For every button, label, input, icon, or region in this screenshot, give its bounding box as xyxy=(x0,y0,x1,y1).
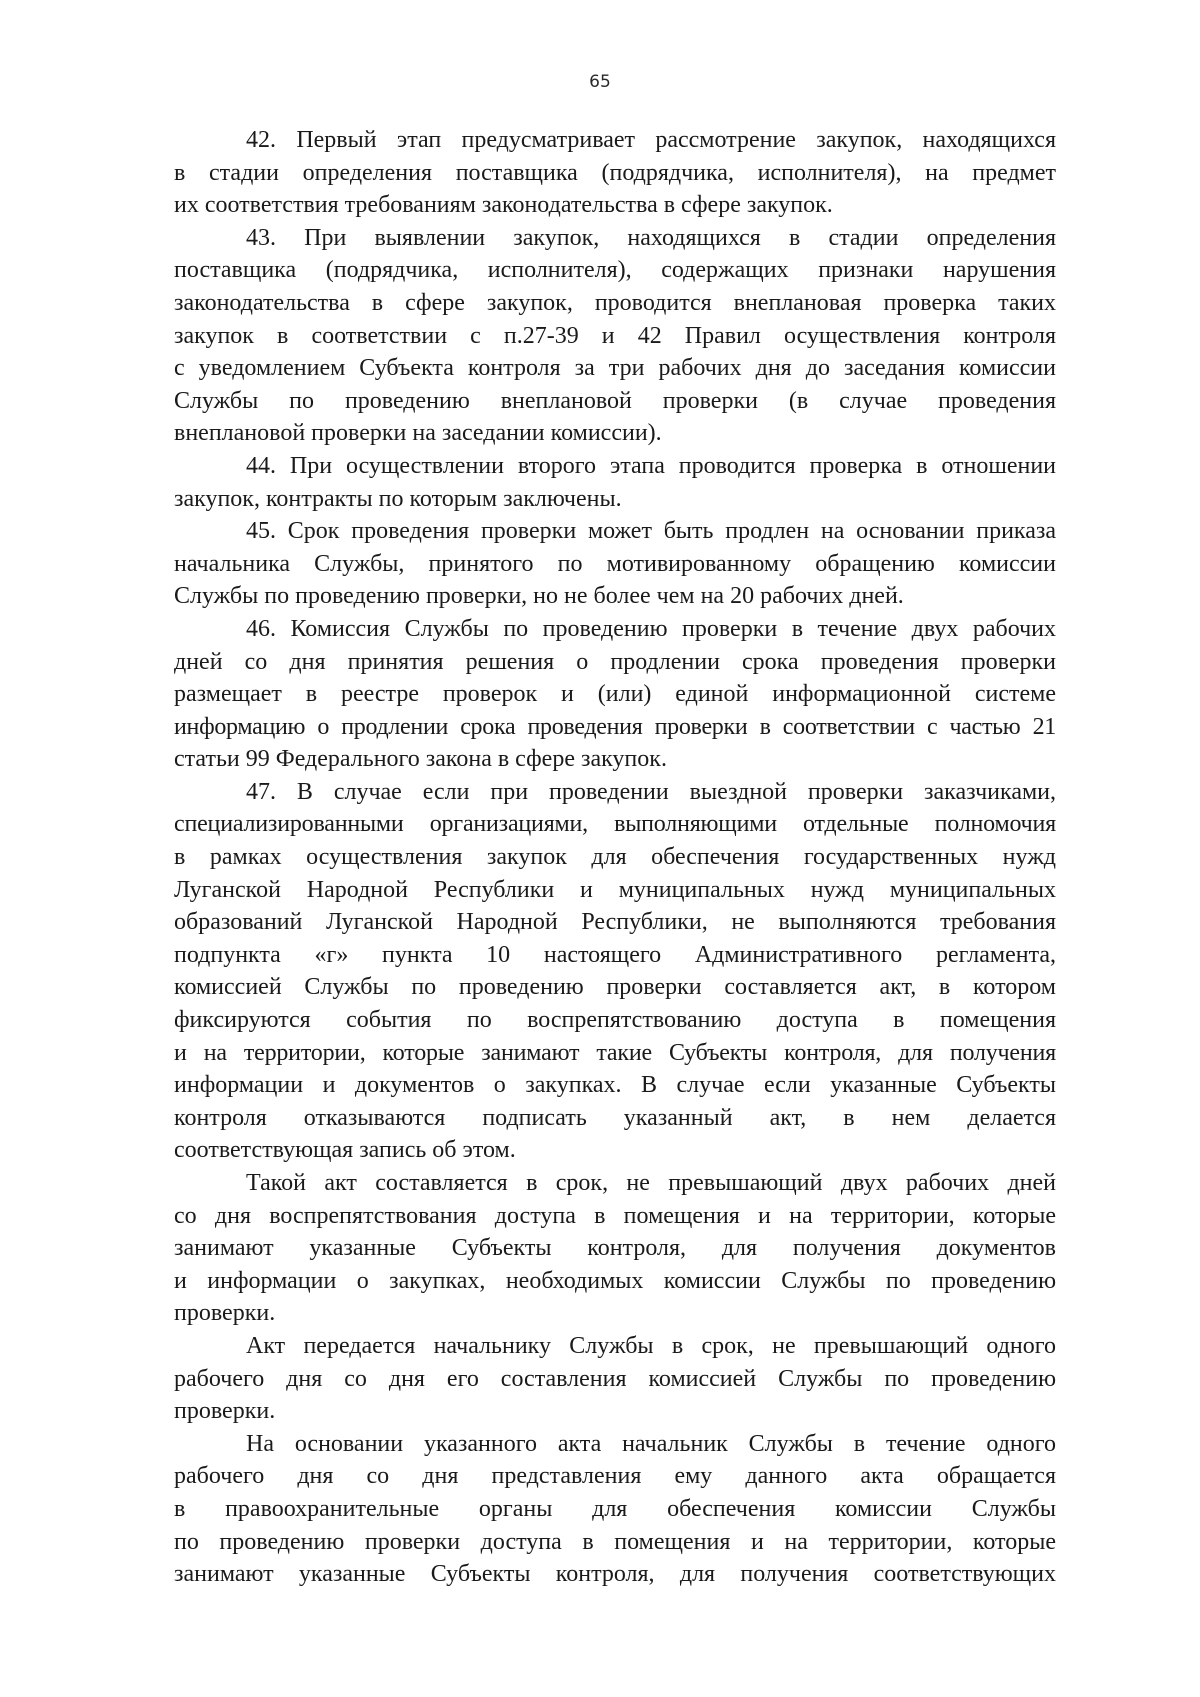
text-line: 47. В случае если при проведении выездной проверки заказчиками, xyxy=(246,778,1056,805)
paragraph-47 xyxy=(174,776,1056,1167)
paragraph-44 xyxy=(174,450,1056,515)
text-line: подпункта «г» пункта 10 настоящего Административного регламента, xyxy=(174,941,1056,968)
text-line: Такой акт составляется в срок, не превышающий двух рабочих дней xyxy=(246,1170,1056,1196)
text-line: их соответствия требованиям законодательства в сфере закупок. xyxy=(174,192,833,219)
text-line: рабочего дня со дня представления ему данного акта обращается xyxy=(174,1463,1056,1490)
text-line: внеплановой проверки на заседании комиссии). xyxy=(174,420,662,447)
text-line: и на территории, которые занимают такие Субъекты контроля, для получения xyxy=(174,1039,1056,1066)
text-line: закупок, контракты по которым заключены. xyxy=(174,485,622,512)
text-line: информацию о продлении срока проведения проверки в соответствии с частью 21 xyxy=(174,713,1056,740)
text-line: поставщика (подрядчика, исполнителя), содержащих признаки нарушения xyxy=(174,257,1056,284)
text-line: в рамках осуществления закупок для обеспечения государственных нужд xyxy=(174,844,1056,871)
text-line: проверки. xyxy=(174,1398,276,1425)
text-line: информации и документов о закупках. В случае если указанные Субъекты xyxy=(174,1072,1056,1099)
text-line: специализированными организациями, выполняющими отдельные полномочия xyxy=(174,811,1056,838)
text-line: занимают указанные Субъекты контроля, для получения соответствующих xyxy=(174,1561,1056,1588)
text-line: фиксируются события по воспрепятствованию доступа в помещения xyxy=(174,1007,1056,1034)
paragraph-law-enforcement xyxy=(174,1428,1056,1591)
text-line: На основании указанного акта начальник Службы в течение одного xyxy=(246,1430,1056,1457)
text-line: 42. Первый этап предусматривает рассмотрение закупок, находящихся xyxy=(246,127,1056,153)
text-line: размещает в реестре проверок и (или) единой информационной системе xyxy=(174,681,1056,708)
text-line: закупок в соответствии с п.27-39 и 42 Правил осуществления контроля xyxy=(174,322,1056,349)
text-line: комиссией Службы по проведению проверки составляется акт, в котором xyxy=(174,974,1056,1001)
text-line: Службы по проведению проверки, но не более чем на 20 рабочих дней. xyxy=(174,583,904,610)
text-line: Луганской Народной Республики и муниципальных нужд муниципальных xyxy=(174,876,1056,903)
paragraph-45 xyxy=(174,515,1056,613)
paragraph-42 xyxy=(174,124,1056,222)
text-line: образований Луганской Народной Республики, не выполняются требования xyxy=(174,909,1056,936)
paragraph-act-transfer xyxy=(174,1330,1056,1428)
paragraph-46 xyxy=(174,613,1056,776)
text-line: 44. При осуществлении второго этапа проводится проверка в отношении xyxy=(246,452,1056,479)
text-line: Службы по проведению внеплановой проверки (в случае проведения xyxy=(174,387,1056,414)
text-line: и информации о закупках, необходимых комиссии Службы по проведению xyxy=(174,1267,1056,1294)
text-line: дней со дня принятия решения о продлении срока проведения проверки xyxy=(174,648,1056,675)
text-line: со дня воспрепятствования доступа в помещения и на территории, которые xyxy=(174,1202,1056,1229)
text-line: по проведению проверки доступа в помещения и на территории, которые xyxy=(174,1528,1056,1555)
document-body xyxy=(174,124,1056,1591)
page-number: 65 xyxy=(589,72,611,92)
paragraph-act-term xyxy=(174,1167,1056,1330)
text-line: статьи 99 Федерального закона в сфере закупок. xyxy=(174,746,667,773)
text-line: 43. При выявлении закупок, находящихся в стадии определения xyxy=(246,224,1056,251)
text-line: Акт передается начальнику Службы в срок, не превышающий одного xyxy=(246,1332,1056,1359)
text-line: 45. Срок проведения проверки может быть продлен на основании приказа xyxy=(246,518,1056,545)
text-line: в правоохранительные органы для обеспечения комиссии Службы xyxy=(174,1495,1056,1522)
text-line: проверки. xyxy=(174,1300,276,1327)
text-line: в стадии определения поставщика (подрядчика, исполнителя), на предмет xyxy=(174,159,1056,186)
text-line: законодательства в сфере закупок, проводится внеплановая проверка таких xyxy=(174,289,1056,316)
text-line: рабочего дня со дня его составления комиссией Службы по проведению xyxy=(174,1365,1056,1392)
text-line: начальника Службы, принятого по мотивированному обращению комиссии xyxy=(174,550,1056,577)
text-line: соответствующая запись об этом. xyxy=(174,1137,516,1164)
text-line: контроля отказываются подписать указанный акт, в нем делается xyxy=(174,1104,1056,1131)
text-line: занимают указанные Субъекты контроля, для получения документов xyxy=(174,1235,1056,1262)
text-line: с уведомлением Субъекта контроля за три рабочих дня до заседания комиссии xyxy=(174,355,1056,382)
text-line: 46. Комиссия Службы по проведению проверки в течение двух рабочих xyxy=(246,615,1056,642)
paragraph-43 xyxy=(174,222,1056,450)
